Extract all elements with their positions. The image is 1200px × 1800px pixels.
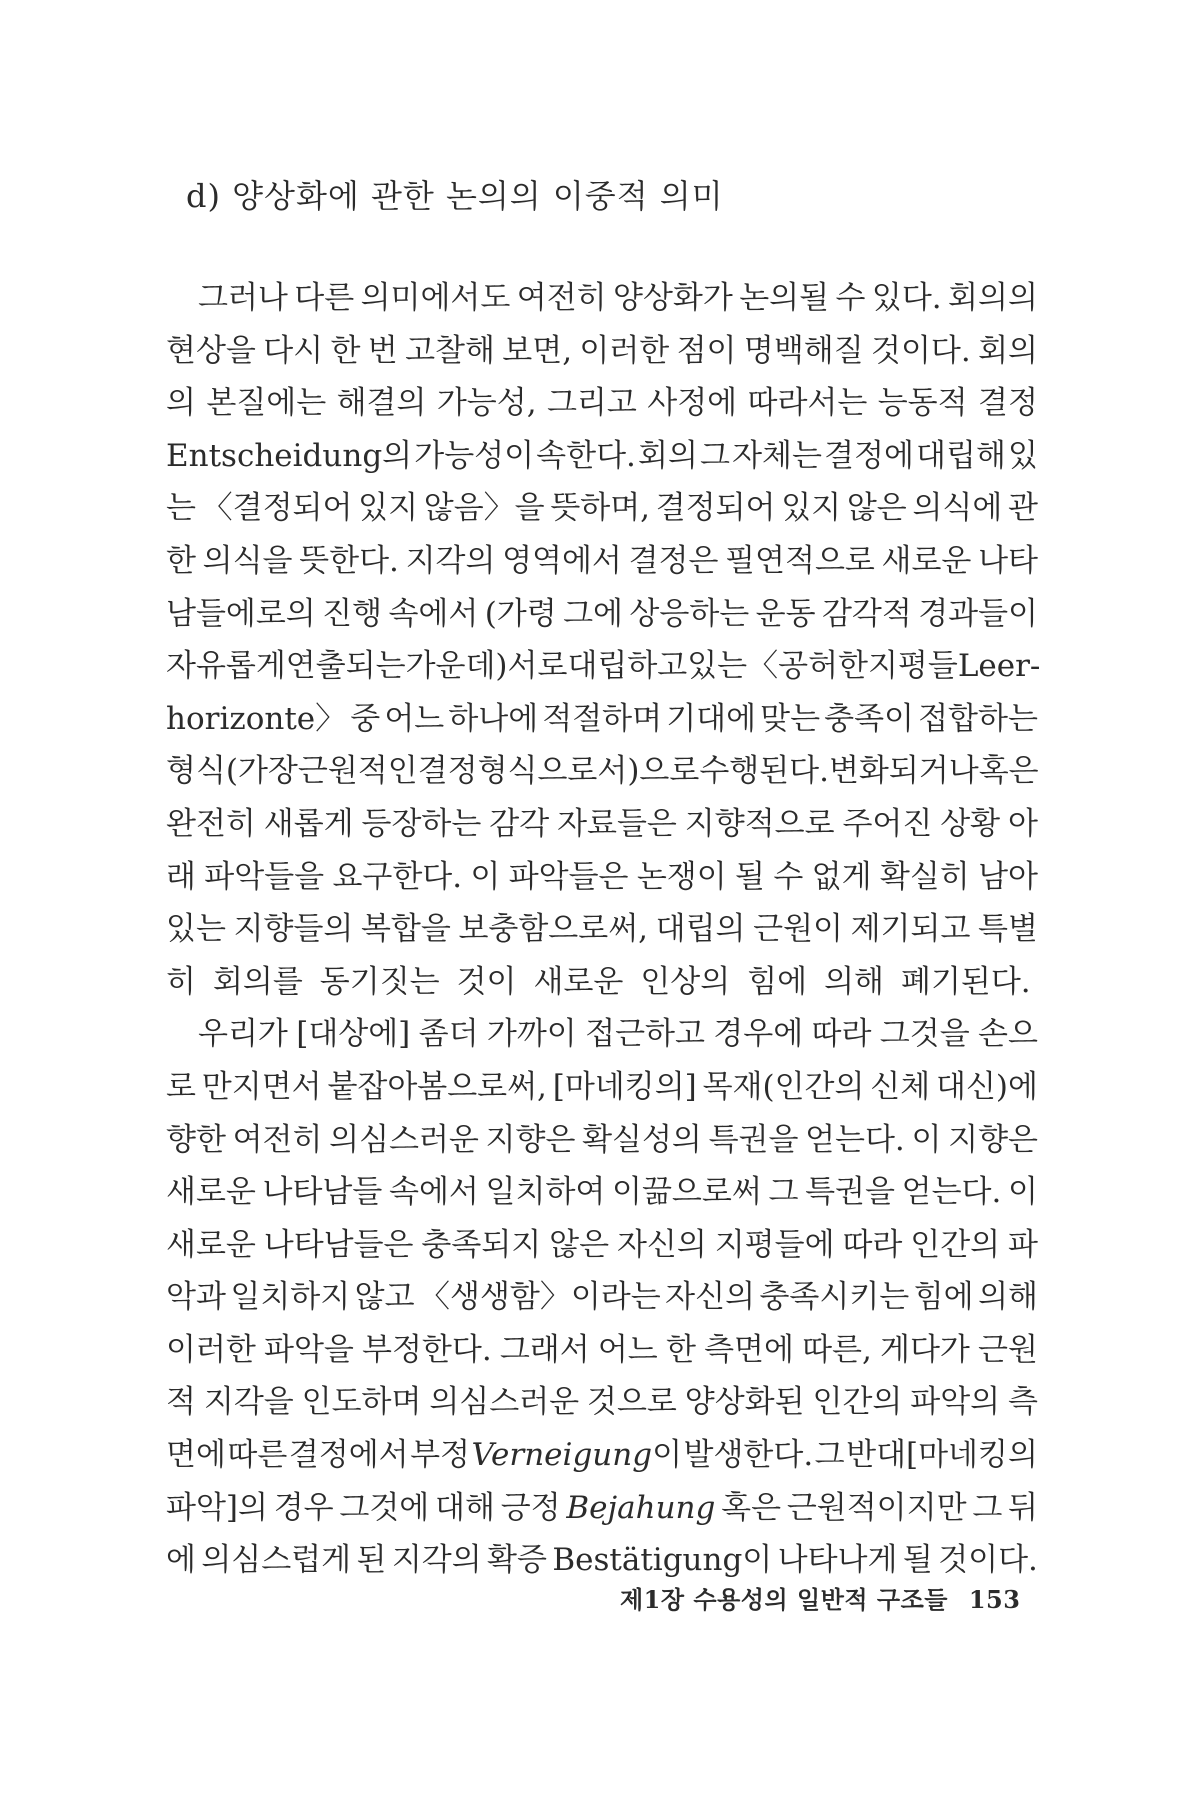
text-line: 래 파악들을 요구한다. 이 파악들은 논쟁이 될 수 없게 확실히 남아 [166, 858, 1038, 895]
text-line: 현상을 다시 한 번 고찰해 보면, 이러한 점이 명백해질 것이다. 회의 [166, 332, 1038, 369]
text-line: 적 지각을 인도하며 의심스러운 것으로 양상화된 인간의 파악의 측 [166, 1384, 1038, 1421]
page-footer [620, 1585, 1020, 1615]
body-text [166, 272, 1041, 1587]
text-line: 남들에로의 진행 속에서 (가령 그에 상응하는 운동 감각적 경과들이 [166, 595, 1038, 632]
text-line: 악과 일치하지 않고 〈생생함〉이라는 자신의 충족시키는 힘에 의해 [166, 1279, 1038, 1316]
text-line: 향한 여전히 의심스러운 지향은 확실성의 특권을 얻는다. 이 지향은 [166, 1121, 1038, 1158]
text-line: 새로운 나타남들은 충족되지 않은 자신의 지평들에 따라 인간의 파 [166, 1226, 1038, 1263]
running-header-chapter: 제1장 수용성의 일반적 구조들 [620, 1585, 948, 1614]
text-line: 파악]의 경우 그것에 대해 긍정 Bejahung 혹은 근원적이지만 그 뒤 [166, 1489, 1038, 1526]
text-line: 히 회의를 동기짓는 것이 새로운 인상의 힘에 의해 폐기된다. [166, 963, 1031, 1000]
text-line: 새로운 나타남들 속에서 일치하여 이끎으로써 그 특권을 얻는다. 이 [166, 1174, 1038, 1211]
page-number: 153 [968, 1585, 1021, 1614]
text-line: 한 의식을 뜻한다. 지각의 영역에서 결정은 필연적으로 새로운 나타 [166, 542, 1038, 579]
text-line: 형식(가장 근원적인 결정 형식으로서)으로 수행된다. 변화되거나 혹은 [166, 753, 1039, 790]
text-line: Entscheidung의 가능성이 속한다. 회의 그 자체는 결정에 대립해 있 [166, 437, 1038, 474]
text-line: 자유롭게 연출되는 가운데) 서로 대립하고 있는 〈공허한 지평들 Leer- [166, 648, 1041, 685]
text-line: 에 의심스럽게 된 지각의 확증 Bestätigung이 나타나게 될 것이다. [166, 1542, 1038, 1579]
text-line: 있는 지향들의 복합을 보충함으로써, 대립의 근원이 제기되고 특별 [166, 911, 1038, 948]
section-heading: d) 양상화에 관한 논의의 이중적 의미 [186, 177, 724, 215]
text-line: 는 〈결정되어 있지 않음〉을 뜻하며, 결정되어 있지 않은 의식에 관 [166, 490, 1038, 527]
text-line: horizonte〉 중 어느 하나에 적절하며 기대에 맞는 충족이 접합하는 [166, 700, 1038, 737]
text-line: 면에 따른 결정에서 부정 Verneigung이 발생한다. 그 반대[마네킹의 [166, 1437, 1038, 1474]
text-line: 로 만지면서 붙잡아봄으로써, [마네킹의] 목재(인간의 신체 대신)에 [166, 1068, 1038, 1105]
text-line: 완전히 새롭게 등장하는 감각 자료들은 지향적으로 주어진 상황 아 [166, 805, 1038, 842]
text-line: 그러나 다른 의미에서도 여전히 양상화가 논의될 수 있다. 회의의 [198, 280, 1038, 316]
text-line: 이러한 파악을 부정한다. 그래서 어느 한 측면에 따른, 게다가 근원 [166, 1331, 1038, 1368]
text-line: 우리가 [대상에] 좀더 가까이 접근하고 경우에 따라 그것을 손으 [198, 1016, 1038, 1053]
text-line: 의 본질에는 해결의 가능성, 그리고 사정에 따라서는 능동적 결정 [166, 385, 1038, 422]
